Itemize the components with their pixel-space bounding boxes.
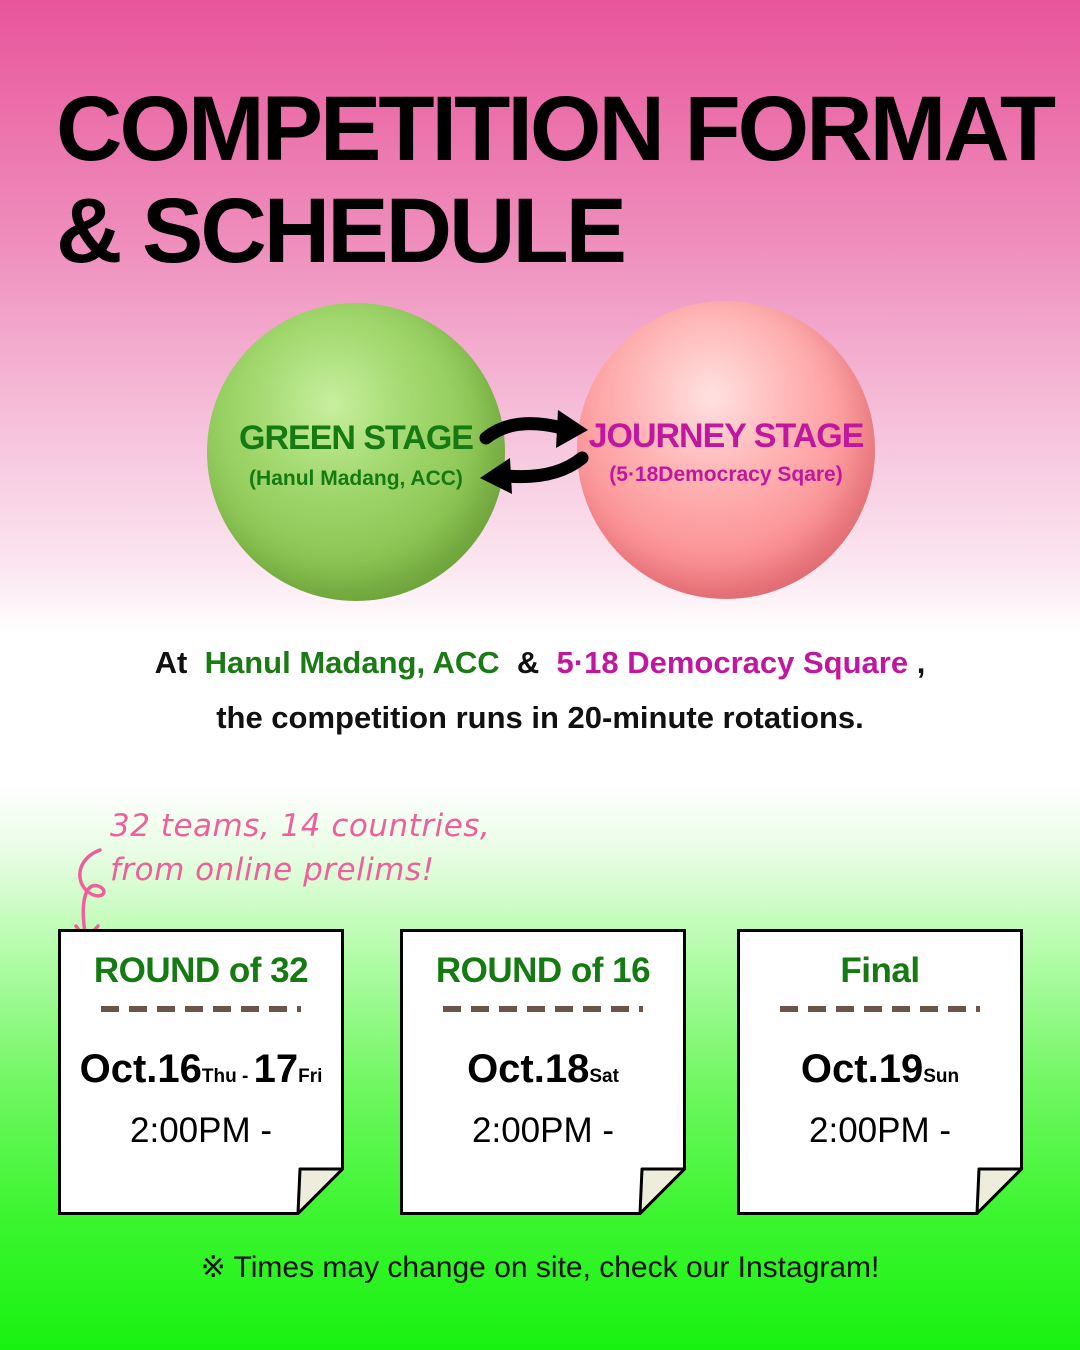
swap-arrows-icon [478, 406, 590, 496]
note-line-2: from online prelims! [110, 852, 435, 888]
date-sep: - [236, 1066, 254, 1087]
title-line-1: COMPETITION FORMAT [56, 78, 1054, 180]
round-time: 2:00PM - [130, 1111, 272, 1150]
schedule-card-round-32 [58, 929, 344, 1215]
intro-line-2: the competition runs in 20-minute rotations. [216, 700, 864, 735]
note-line-1: 32 teams, 14 countries, [110, 808, 491, 844]
day-start: Thu [201, 1066, 237, 1087]
prelims-note [110, 804, 490, 892]
page-title [56, 78, 1053, 282]
intro-at: At [154, 645, 188, 680]
round-title: ROUND of 32 [93, 951, 309, 990]
day-start: Sun [923, 1066, 960, 1087]
journey-stage-name: JOURNEY STAGE [588, 417, 864, 455]
day-end: Fri [298, 1066, 323, 1087]
date-end: 17 [253, 1047, 299, 1091]
green-stage-name: GREEN STAGE [239, 419, 473, 457]
round-date [58, 1047, 344, 1092]
intro-comma: , [916, 645, 926, 680]
journey-stage-location: (5·18Democracy Sqare) [609, 463, 843, 486]
round-time: 2:00PM - [809, 1111, 951, 1150]
schedule-card-final [737, 929, 1023, 1215]
title-line-2: & SCHEDULE [56, 180, 625, 282]
date-main: Oct.19 [800, 1047, 924, 1091]
intro-line-1 [0, 645, 1080, 681]
divider [101, 1005, 301, 1013]
date-main: Oct.16 [79, 1047, 202, 1091]
green-stage-location: (Hanul Madang, ACC) [249, 467, 463, 490]
round-title: ROUND of 16 [435, 951, 651, 990]
round-date [737, 1047, 1023, 1092]
schedule-card-round-16 [400, 929, 686, 1215]
divider [443, 1005, 643, 1013]
day-start: Sat [589, 1066, 619, 1087]
round-time: 2:00PM - [472, 1111, 614, 1150]
footer-notice: ※ Times may change on site, check our Instagram! [200, 1251, 880, 1284]
intro-venue-1: Hanul Madang, ACC [204, 645, 500, 680]
intro-venue-2: 5·18 Democracy Square [556, 645, 909, 680]
date-main: Oct.18 [467, 1047, 590, 1091]
divider [780, 1005, 980, 1013]
round-date [400, 1047, 686, 1092]
intro-amp: & [516, 645, 540, 680]
round-title: Final [840, 951, 920, 990]
